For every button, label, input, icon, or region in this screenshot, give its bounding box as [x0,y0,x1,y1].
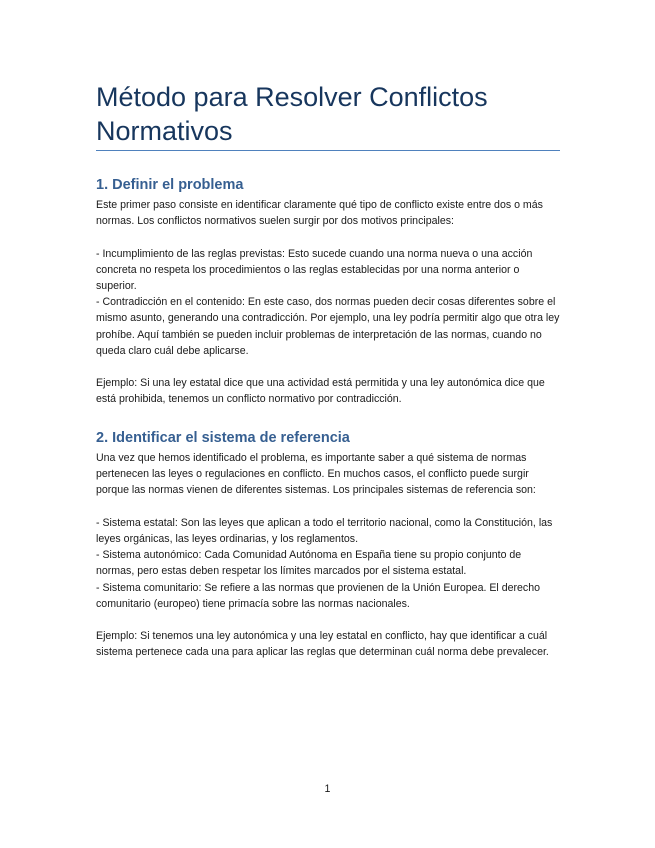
document-title: Método para Resolver Conflictos Normativos [96,82,488,146]
list-item: - Contradicción en el contenido: En este caso, dos normas pueden decir cosas diferentes sobre el mismo asunto, generando una contradicción. Por ejemplo, una ley podría permitir algo que otra ley prohíbe. Aquí también se pueden incluir problemas de interpretación de las normas, cuando no queda claro cuál debe aplicarse. [96,296,560,357]
section-sistema-referencia [96,429,562,661]
example-paragraph: Ejemplo: Si tenemos una ley autonómica y una ley estatal en conflicto, hay que identificar a cuál sistema pertenece cada una para aplicar las reglas que determinan cuál norma debe prevalecer. [96,630,549,659]
list-item: - Sistema estatal: Son las leyes que aplican a todo el territorio nacional, como la Constitución, las leyes orgánicas, las leyes ordinarias, y los reglamentos. [96,516,553,545]
paragraph-spacer [96,359,562,375]
list-item: - Incumplimiento de las reglas previstas: Esto sucede cuando una norma nueva o una acción concreta no respeta los procedimientos o las reglas establecidas por una norma anterior o superior. [96,247,533,292]
title-divider [96,150,560,151]
paragraph-spacer [96,499,562,515]
paragraph-spacer [96,229,562,245]
section-heading: 1. Definir el problema [96,177,244,193]
list-item: - Sistema comunitario: Se refiere a las normas que provienen de la Unión Europea. El derecho comunitario (europeo) tiene primacía sobre las normas nacionales. [96,581,541,610]
section-heading: 2. Identificar el sistema de referencia [96,430,350,446]
list-item: - Sistema autonómico: Cada Comunidad Autónoma en España tiene su propio conjunto de normas, pero estas deben respetar los límites marcados por el sistema estatal. [96,549,522,578]
section-intro: Este primer paso consiste en identificar claramente qué tipo de conflicto existe entre dos o más normas. Los conflictos normativos suelen surgir por dos motivos principales: [96,199,543,228]
paragraph-spacer [96,612,562,628]
example-paragraph: Ejemplo: Si una ley estatal dice que una actividad está permitida y una ley autonómica dice que está prohibida, tenemos un conflicto normativo por contradicción. [96,377,545,406]
section-definir-problema [96,176,562,408]
page-number: 1 [324,783,331,795]
section-intro: Una vez que hemos identificado el problema, es importante saber a qué sistema de normas pertenecen las leyes o regulaciones en conflicto. En muchos casos, el conflicto puede surgir porque las normas vienen de diferentes sistemas. Los principales sistemas de referencia son: [96,452,536,497]
